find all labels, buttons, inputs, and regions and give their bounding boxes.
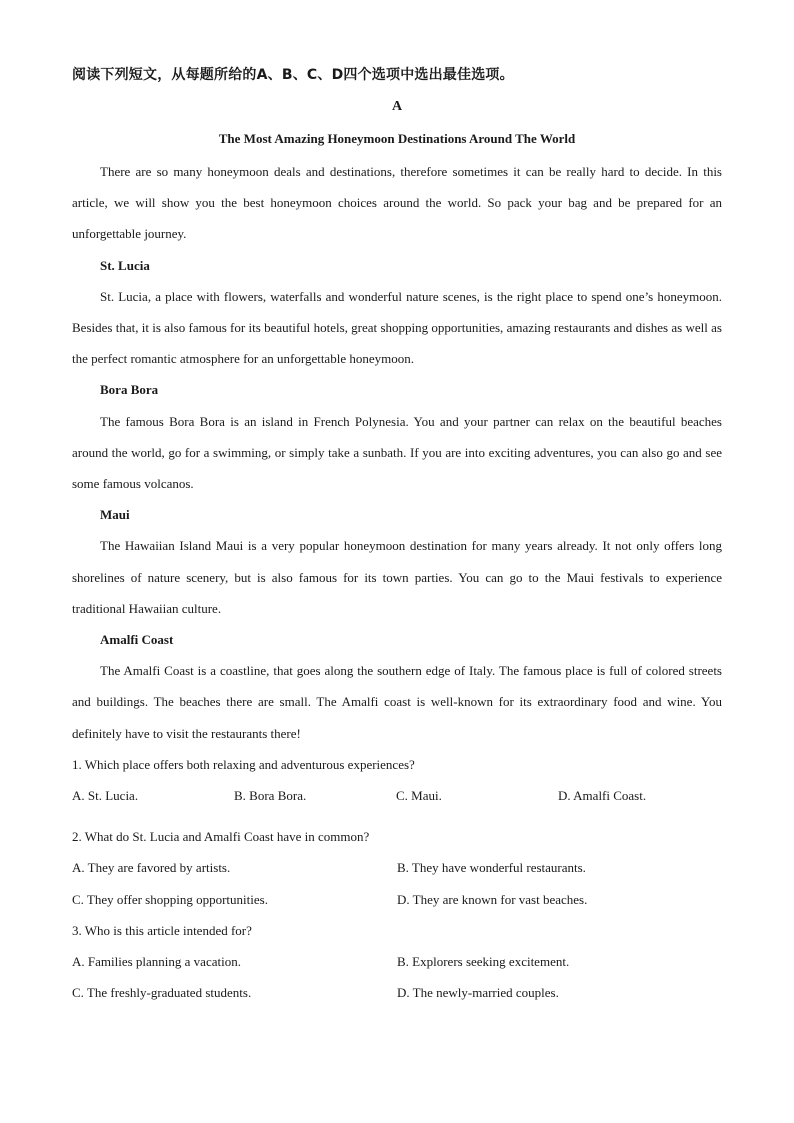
intro-paragraph: There are so many honeymoon deals and destinations, therefore sometimes it can be really hard to decide. In this article, we will show you the best honeymoon choices around the world. So pack your bag and be prepared for an unforgettable journey. xyxy=(72,164,722,242)
destination-heading-st-lucia: St. Lucia xyxy=(100,257,150,273)
question-1-options xyxy=(72,780,722,811)
destination-heading-bora-bora: Bora Bora xyxy=(100,382,159,398)
question-3-option-b[interactable]: B. Explorers seeking excitement. xyxy=(397,954,570,970)
question-3-option-a[interactable]: A. Families planning a vacation. xyxy=(72,954,241,970)
question-1-option-a[interactable]: A. St. Lucia. xyxy=(72,788,139,804)
destination-text-maui: The Hawaiian Island Maui is a very popular honeymoon destination for many years already. It not only offers long shorelines of nature scenery, but is also famous for its town parties. You can go to the Maui festivals to experience traditional Hawaiian culture. xyxy=(72,538,722,616)
question-2-options-row-1 xyxy=(72,852,722,883)
destination-text-st-lucia: St. Lucia, a place with flowers, waterfalls and wonderful nature scenes, is the right place to spend one’s honeymoon. Besides that, it is also famous for its beautiful hotels, great shopping opportunities, amazing restaurants and dishes as well as the perfect romantic atmosphere for an unforgettable honeymoon. xyxy=(72,288,722,367)
question-3-options-row-1 xyxy=(72,946,722,977)
question-2-option-c[interactable]: C. They offer shopping opportunities. xyxy=(72,891,268,907)
exercise-instruction: 阅读下列短文，从每题所给的A、B、C、D四个选项中选出最佳选项。 xyxy=(72,67,514,83)
reading-passage-page xyxy=(72,62,722,1008)
question-3-stem: 3. Who is this article intended for? xyxy=(72,922,252,938)
question-2-options-row-2 xyxy=(72,884,722,915)
question-1-option-d[interactable]: D. Amalfi Coast. xyxy=(558,788,647,804)
question-2-option-b[interactable]: B. They have wonderful restaurants. xyxy=(397,860,586,876)
question-3-option-d[interactable]: D. The newly-married couples. xyxy=(397,985,559,1001)
destination-text-amalfi-coast: The Amalfi Coast is a coastline, that goes along the southern edge of Italy. The famous place is full of colored streets and buildings. The beaches there are small. The Amalfi coast is well-known for its extraordinary food and wine. You definitely have to visit the restaurants there! xyxy=(72,663,722,741)
question-2-option-a[interactable]: A. They are favored by artists. xyxy=(72,860,231,876)
question-1-stem: 1. Which place offers both relaxing and adventurous experiences? xyxy=(72,756,415,772)
question-3-option-c[interactable]: C. The freshly-graduated students. xyxy=(72,985,252,1001)
question-2-stem: 2. What do St. Lucia and Amalfi Coast have in common? xyxy=(72,829,370,845)
destination-heading-maui: Maui xyxy=(100,507,130,523)
section-letter: A xyxy=(391,99,403,114)
destination-heading-amalfi-coast: Amalfi Coast xyxy=(100,632,174,648)
destination-text-bora-bora: The famous Bora Bora is an island in French Polynesia. You and your partner can relax on the beautiful beaches around the world, go for a swimming, or simply take a sunbath. If you are into exciting adventures, you can also go and see some famous volcanos. xyxy=(72,413,722,492)
passage-title: The Most Amazing Honeymoon Destinations Around The World xyxy=(218,131,576,146)
question-1-option-c[interactable]: C. Maui. xyxy=(396,788,442,804)
question-2-option-d[interactable]: D. They are known for vast beaches. xyxy=(397,891,588,907)
question-3-options-row-2 xyxy=(72,977,722,1008)
question-1-option-b[interactable]: B. Bora Bora. xyxy=(234,788,307,804)
